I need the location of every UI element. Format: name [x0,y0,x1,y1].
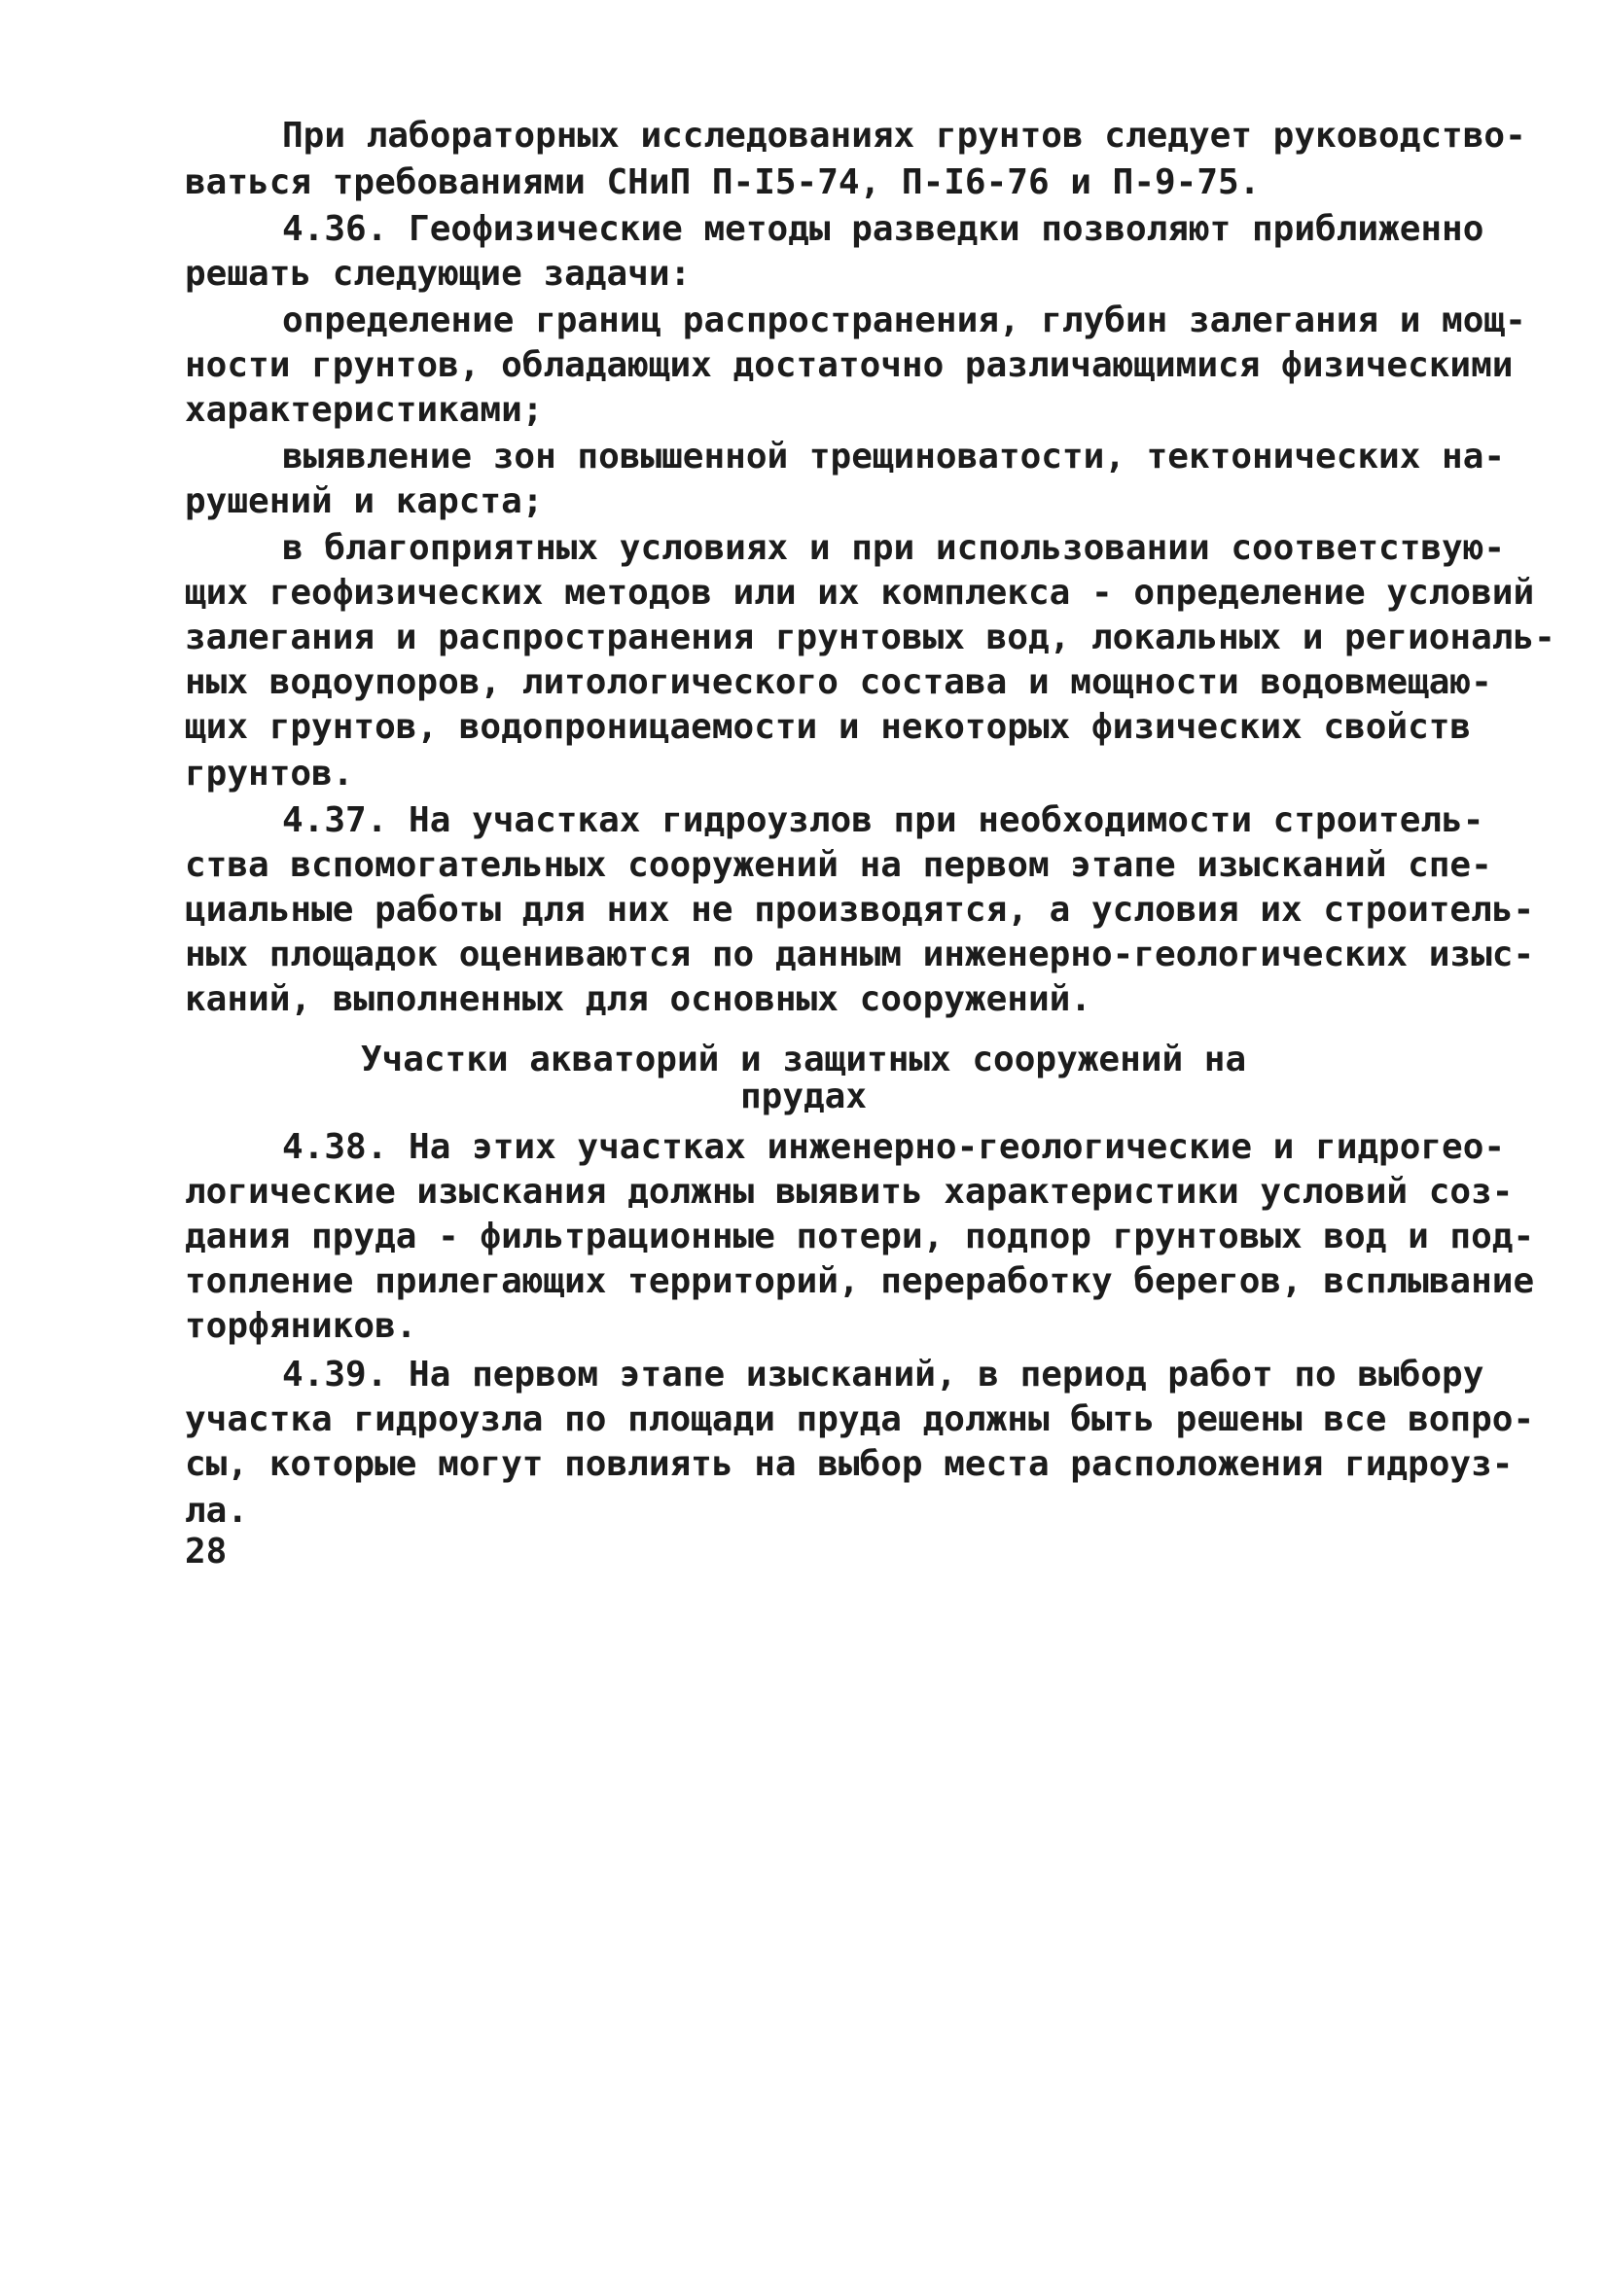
text-line: щих геофизических методов или их комплекса - определение условий [185,573,1535,613]
text-line: ности грунтов, обладающих достаточно различающимися физическими [185,345,1514,385]
text-line: 4.39. На первом этапе изысканий, в период работ по выбору [282,1355,1484,1395]
page-number: 28 [185,1532,228,1572]
text-line: ла. [185,1491,249,1531]
text-line: ваться требованиями СНиП П-I5-74, П-I6-76 и П-9-75. [185,162,1261,202]
text-line: сы, которые могут повлиять на выбор места расположения гидроуз- [185,1444,1514,1484]
text-line: ства вспомогательных сооружений на первом этапе изысканий спе- [185,845,1492,885]
text-line: в благоприятных условиях и при использовании соответствую- [282,528,1506,568]
text-line: каний, выполненных для основных сооружений. [185,979,1091,1019]
text-line: торфяников. [185,1306,417,1346]
text-line: рушений и карста; [185,481,544,521]
text-line: циальные работы для них не производятся, а условия их строитель- [185,890,1535,930]
text-line: 4.36. Геофизические методы разведки позволяют приближенно [282,209,1484,249]
text-line: залегания и распространения грунтовых вод, локальных и региональ- [185,618,1555,657]
text-line: ных площадок оцениваются по данным инженерно-геологических изыс- [185,935,1535,974]
section-heading: Участки акваторий и защитных сооружений на [360,1040,1247,1079]
text-line: выявление зон повышенной трещиноватости, тектонических на- [282,437,1506,477]
text-line: решать следующие задачи: [185,254,692,294]
text-line: дания пруда - фильтрационные потери, подпор грунтовых вод и под- [185,1217,1535,1256]
text-line: щих грунтов, водопроницаемости и некоторых физических свойств [185,707,1472,747]
text-line: топление прилегающих территорий, переработку берегов, всплывание [185,1261,1535,1301]
text-line: При лабораторных исследованиях грунтов следует руководство- [282,116,1526,156]
text-line: участка гидроузла по площади пруда должны быть решены все вопро- [185,1399,1535,1439]
text-line: 4.37. На участках гидроузлов при необходимости строитель- [282,800,1484,840]
text-line: 4.38. На этих участках инженерно-геологические и гидрогео- [282,1127,1506,1167]
text-line: ных водоупоров, литологического состава и мощности водовмещаю- [185,662,1492,702]
section-heading-line2: прудах [739,1077,868,1116]
text-line: характеристиками; [185,390,544,430]
text-line: грунтов. [185,754,354,794]
text-line: определение границ распространения, глубин залегания и мощ- [282,300,1526,340]
text-line: логические изыскания должны выявить характеристики условий соз- [185,1172,1514,1212]
